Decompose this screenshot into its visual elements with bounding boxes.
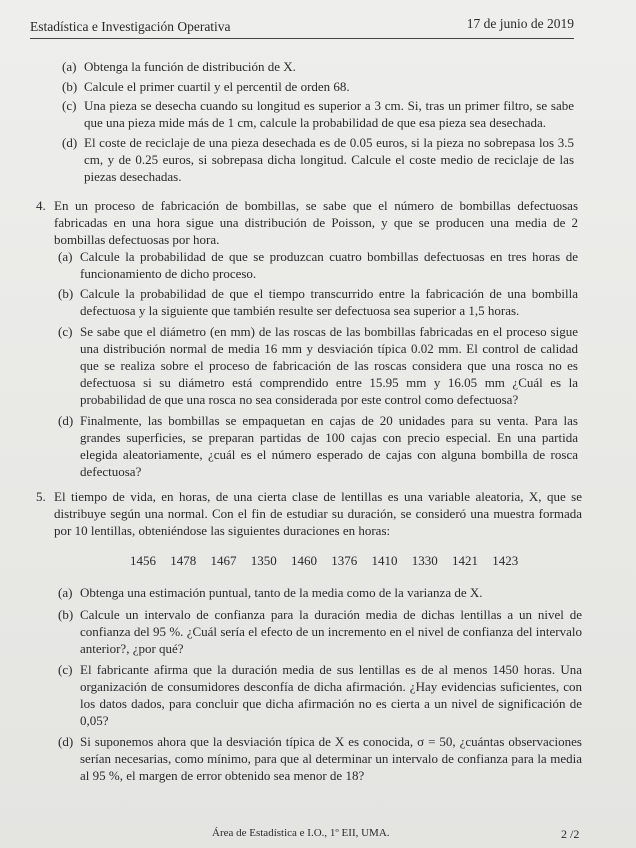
sample-value: 1376 bbox=[331, 553, 358, 568]
sample-value: 1467 bbox=[210, 553, 237, 568]
sample-value: 1330 bbox=[411, 553, 438, 568]
page-header bbox=[30, 18, 574, 39]
footer-department: Área de Estadística e I.O., 1º EII, UMA. bbox=[212, 827, 390, 839]
sample-value: 1421 bbox=[452, 553, 478, 568]
sample-value: 1410 bbox=[371, 553, 398, 568]
sample-data-row bbox=[130, 553, 529, 569]
sample-value: 1460 bbox=[291, 553, 317, 568]
sample-value: 1456 bbox=[130, 553, 156, 568]
course-title: Estadística e Investigación Operativa bbox=[30, 19, 231, 34]
page-number: 2 /2 bbox=[561, 827, 580, 841]
sample-value: 1350 bbox=[250, 553, 277, 568]
sample-value: 1478 bbox=[170, 553, 197, 568]
exam-page: Estadística e Investigación Operativa 17 de junio de 2019 (a) Obtenga la función de distribución de X. (b) Calcule el primer cuartil y el percentil de orden 68. (c) Una pieza se desecha cuando su longitud es superior a 3 cm. Si, tras un primer filtro, se sabe que una pieza mide más de 1 cm, calcule la probabilidad de que esa pieza sea desechada. (d) El coste de reciclaje de una pieza desechada es de 0.05 euros, si la pieza no sobrepasa los 3.5 cm, y de 0.25 euros, si sobrepasa dicha longitud. Calcule el coste medio de reciclaje de las piezas desechadas. 4. En un proceso de fabricación de bombillas, se sabe que el número de bombillas defectuosas fabricadas en una hora sigue una distribución de Poisson, y que se producen una media de 2 bombillas defectuosas por hora. (a) Calcule la probabilidad de que se produzcan cuatro bombillas defectuosas en tres horas de funcionamiento de dicho proceso. (b) Calcule la probabilidad de que el tiempo transcurrido entre la fabricación de una bombilla defectuosa y la siguiente que también resulte ser defectuosa sea superior a 1,5 horas. (c) Se sabe que el diámetro (en mm) de las roscas de las bombillas fabricadas en el proceso sigue una distribución normal de media 16 mm y desviación típica 0.02 mm. El control de calidad que se realiza sobre el proceso de fabricación de las roscas considera que una rosca no es defectuosa si su diámetro está comprendido entre 15.95 mm y 16.05 mm ¿Cuál es la probabilidad de que una rosca no sea considerada por este control como defectuosa? (d) Finalmente, las bombillas se empaquetan en cajas de 20 unidades para su venta. Para las grandes superficies, se preparan partidas de 100 cajas con precio especial. En una partida elegida aleatoriamente, ¿cuál es el número esperado de cajas con alguna bombilla de rosca defectuosa? 5. El tiempo de vida, en horas, de una cierta clase de lentillas es una variable aleatoria, X, que se distribuye según una normal. Con el fin de estudiar su duración, se consideró una muestra formada por 10 lentillas, obteniéndose las siguientes duraciones en horas: 1456 1478 1467 1350 1460 1376 1410 1330 1421 1423 (a) Obtenga una estimación puntual, tanto de la media como de la varianza de X. (b) Calcule un intervalo de confianza para la duración media de dichas lentillas a un nivel de confianza del 95 %. ¿Cuál sería el efecto de un incremento en el nivel de confianza del intervalo anterior?, ¿por qué? (c) El fabricante afirma que la duración media de sus lentillas es de al menos 1450 horas. Una organización de consumidores desconfía de dicha afirmación. ¿Hay evidencias suficientes, con los datos dados, para concluir que dicha afirmación no es cierta a un nivel de significación de 0,05? (d) Si suponemos ahora que la desviación típica de X es conocida, σ = 50, ¿cuántas observaciones serían necesarias, como mínimo, para que al determinar un intervalo de confianza para la media al 95 %, el margen de error obtenido sea menor de 18? Área de Estadística e I.O., 1º EII, UMA. 2 /2 bbox=[0, 0, 636, 848]
sample-value: 1423 bbox=[492, 553, 519, 568]
exam-date: 17 de junio de 2019 bbox=[466, 16, 574, 31]
